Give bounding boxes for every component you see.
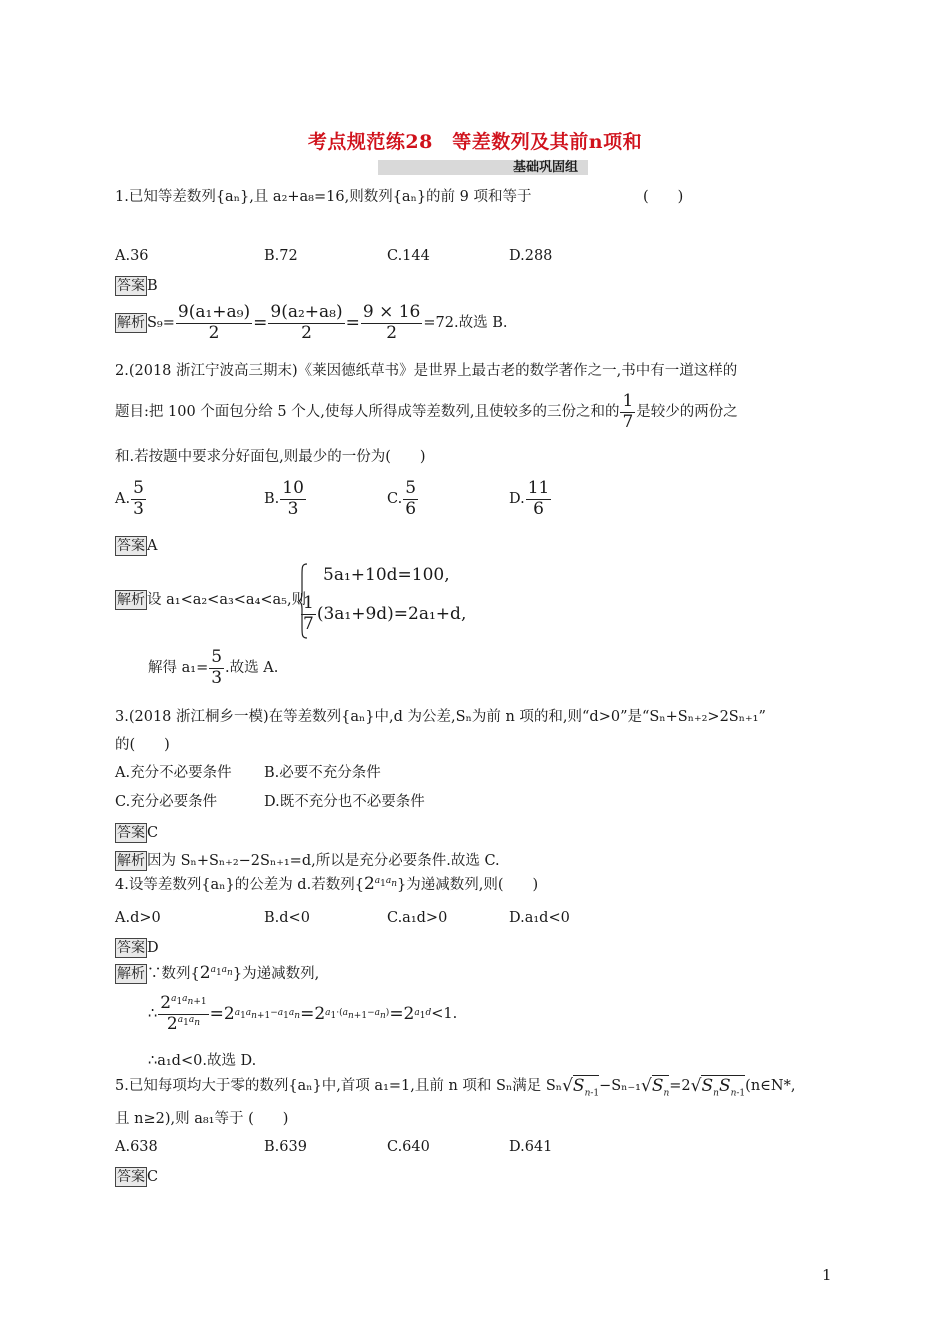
q2-option-c [387, 479, 419, 519]
section-bar [378, 160, 588, 175]
q4-solution-3: ∴a₁d<0.故选 D. [148, 1053, 257, 1069]
q4-chain-end: <1. [431, 1005, 458, 1022]
q3-option-a: A.充分不必要条件 [115, 765, 232, 781]
q3-solution-text: 因为 Sₙ+Sₙ₊₂−2Sₙ₊₁=d,所以是充分必要条件.故选 C. [147, 853, 500, 869]
frac-denominator: 3 [211, 667, 223, 688]
frac-numerator: 9 × 16 [362, 302, 421, 322]
section-label: 基础巩固组 [512, 160, 578, 175]
q1-frac-2 [268, 303, 344, 343]
q4-solution-2: ∴ $\frac{2^{a_1a_{n+1}}}{2^{a_1a_n}}$ =2 $a_1a_{n+1}-a_1a_n$ =2 $a_1\cdot(a_{n+1}-a_n)$ =2 $a_1d$ <1. [148, 993, 458, 1034]
q2-option-d [509, 479, 552, 519]
frac-denominator: 6 [533, 498, 544, 519]
frac-numerator: 11 [527, 478, 550, 498]
q4-solution-1: 解析 ∵数列$\{2^{a_1a_n}\}$为递减数列, [117, 963, 320, 983]
q1-frac-1 [176, 303, 252, 343]
q1-answer: B [147, 278, 158, 294]
answer-label: 答案 [117, 1169, 145, 1185]
q2-result-tail: .故选 A. [225, 659, 279, 676]
q5-answer: C [147, 1169, 159, 1185]
q4-option-b: B.d<0 [264, 910, 310, 926]
option-letter: A. [115, 490, 131, 507]
q5-option-b: B.639 [264, 1139, 307, 1155]
q2-sol-lead-text: 设 a₁<a₂<a₃<a₄<a₅,则 [147, 592, 307, 608]
q2-line-2-text: 题目:把 100 个面包分给 5 个人,使每人所得成等差数列,且使较多的三份之和的 [115, 403, 620, 420]
q4-stem-text: 4.设等差数列{aₙ}的公差为 d.若数列{ [115, 877, 364, 893]
q3-answer-row [115, 823, 158, 843]
therefore-symbol: ∴ [148, 1005, 158, 1022]
q3-line-2: 的( ) [115, 737, 170, 753]
option-letter: C. [387, 490, 403, 507]
frac-numerator: 10 [282, 478, 304, 498]
frac-numerator: 9(a₂+a₈) [270, 302, 343, 322]
q4-ratio-fraction [158, 994, 208, 1034]
answer-label: 答案 [117, 278, 145, 294]
q3-line-1: 3.(2018 浙江桐乡一模)在等差数列{aₙ}中,d 为公差,Sₙ为前 n 项的和,则“d>0”是“Sₙ+Sₙ₊₂>2Sₙ₊₁” [115, 709, 766, 725]
q2-line-2 [115, 392, 738, 432]
q1-stem: 1.已知等差数列{aₙ},且 a₂+a₈=16,则数列{aₙ}的前 9 项和等于 [115, 189, 532, 205]
q3-option-d: D.既不充分也不必要条件 [264, 794, 425, 810]
q1-answer-row [115, 276, 158, 296]
frac-denominator: 2 [208, 322, 220, 343]
q3-option-c: C.充分必要条件 [115, 794, 218, 810]
q2-result [148, 648, 278, 688]
q5-line-1 [115, 1076, 796, 1099]
sqrt-icon: $√S_nS_{n-1}$ [690, 1076, 746, 1099]
q5-option-c: C.640 [387, 1139, 430, 1155]
q4-sol-1-tail: }为递减数列, [232, 966, 320, 982]
q5-line-1-eq: =2 [669, 1078, 691, 1095]
frac-numerator: 5 [405, 478, 417, 498]
q4-option-d: D.a₁d<0 [509, 910, 570, 926]
q4-stem: 4.设等差数列{aₙ}的公差为 d.若数列$\{2^{a_1a_n}\}$为递减数列,则( ) [115, 874, 539, 894]
analysis-label: 解析 [117, 315, 145, 332]
q5-option-a: A.638 [115, 1139, 158, 1155]
q2-line-1: 2.(2018 浙江宁波高三期末)《莱因德纸草书》是世界上最古老的数学著作之一,书中有一道这样的 [115, 363, 738, 379]
frac-denominator: 7 [303, 613, 314, 634]
q3-answer: C [147, 825, 159, 841]
answer-label: 答案 [117, 940, 145, 956]
q1-sol-suffix: =72.故选 B. [423, 314, 508, 331]
q1-frac-3 [361, 303, 423, 343]
frac-denominator: 2 [386, 322, 398, 343]
q5-option-d: D.641 [509, 1139, 553, 1155]
q2-result-fraction [209, 648, 224, 688]
q5-line-2: 且 n≥2),则 a₈₁等于 ( ) [115, 1111, 289, 1127]
sys-fraction [301, 594, 316, 634]
q1-option-a: A.36 [115, 248, 149, 264]
frac-numerator: 5 [211, 647, 223, 667]
q1-option-d: D.288 [509, 248, 553, 264]
q2-frac-one-seventh [620, 392, 635, 432]
frac-numerator: 1 [622, 391, 634, 411]
answer-label: 答案 [117, 825, 145, 841]
q1-sol-prefix: S₉= [147, 314, 175, 331]
q5-answer-row [115, 1167, 158, 1187]
sqrt-icon: $√S_n$ [640, 1076, 670, 1099]
q2-system-eq-2 [300, 594, 466, 634]
q4-sol-1-text: ∵数列{ [147, 966, 200, 982]
frac-numerator: 5 [133, 478, 144, 498]
q5-line-1-mid: −Sₙ₋₁ [599, 1078, 641, 1095]
page-title: 考点规范练28 等差数列及其前n项和 [307, 131, 643, 153]
q4-answer: D [147, 940, 159, 956]
option-letter: B. [264, 490, 280, 507]
page-number: 1 [822, 1266, 832, 1284]
option-letter: D. [509, 490, 525, 507]
q5-line-1-text: 5.已知每项均大于零的数列{aₙ}中,首项 a₁=1,且前 n 项和 Sₙ满足 Sₙ [115, 1078, 563, 1095]
q4-answer-row [115, 938, 159, 958]
q2-line-3: 和.若按题中要求分好面包,则最少的一份为( ) [115, 449, 426, 465]
q4-option-c: C.a₁d>0 [387, 910, 448, 926]
q1-paren: ( ) [643, 189, 684, 205]
analysis-label: 解析 [117, 592, 145, 608]
analysis-label: 解析 [117, 966, 145, 982]
option-fraction [131, 479, 146, 519]
frac-numerator: 9(a₁+a₉) [177, 302, 251, 322]
q5-line-1-tail: (n∈N*, [745, 1078, 796, 1095]
q1-option-c: C.144 [387, 248, 430, 264]
frac-denominator: 2 [301, 322, 312, 343]
option-fraction [280, 479, 306, 519]
q3-solution [115, 851, 500, 871]
answer-label: 答案 [117, 538, 145, 554]
q2-option-a [115, 479, 147, 519]
frac-denominator: 3 [287, 498, 299, 519]
q2-line-2-tail: 是较少的两份之 [636, 403, 738, 420]
q2-solution-lead [115, 590, 306, 610]
q2-answer: A [147, 538, 158, 554]
q2-option-b [264, 479, 307, 519]
option-fraction [403, 479, 418, 519]
q2-result-text: 解得 a₁= [148, 659, 209, 676]
frac-numerator: 1 [303, 593, 314, 613]
frac-denominator: 3 [133, 498, 144, 519]
option-fraction [526, 479, 552, 519]
sqrt-icon: $√S_{n-1}$ [562, 1076, 600, 1099]
frac-denominator: $2^{a_1a_n}$ [166, 1013, 200, 1034]
q4-stem-tail: }为递减数列,则( ) [397, 877, 539, 893]
sys-eq-2-rest: (3a₁+9d)=2a₁+d, [316, 603, 467, 624]
analysis-label: 解析 [117, 853, 145, 869]
q1-option-b: B.72 [264, 248, 298, 264]
frac-numerator: $2^{a_1a_{n+1}}$ [160, 993, 207, 1013]
q1-solution: 解析 S₉= $\frac{\text{9(a₁+a₉)}}{2}$ = $\frac{\text{9(a₂+a₈)}}{2}$ = $\frac{9 \times 16}{2}$ =72.故选 B. [117, 302, 508, 343]
frac-denominator: 6 [405, 498, 417, 519]
q2-system-eq-1: 5a₁+10d=100, [323, 565, 450, 585]
frac-denominator: 7 [622, 411, 634, 432]
q4-option-a: A.d>0 [115, 910, 161, 926]
q2-answer-row [115, 536, 157, 556]
q3-option-b: B.必要不充分条件 [264, 765, 381, 781]
